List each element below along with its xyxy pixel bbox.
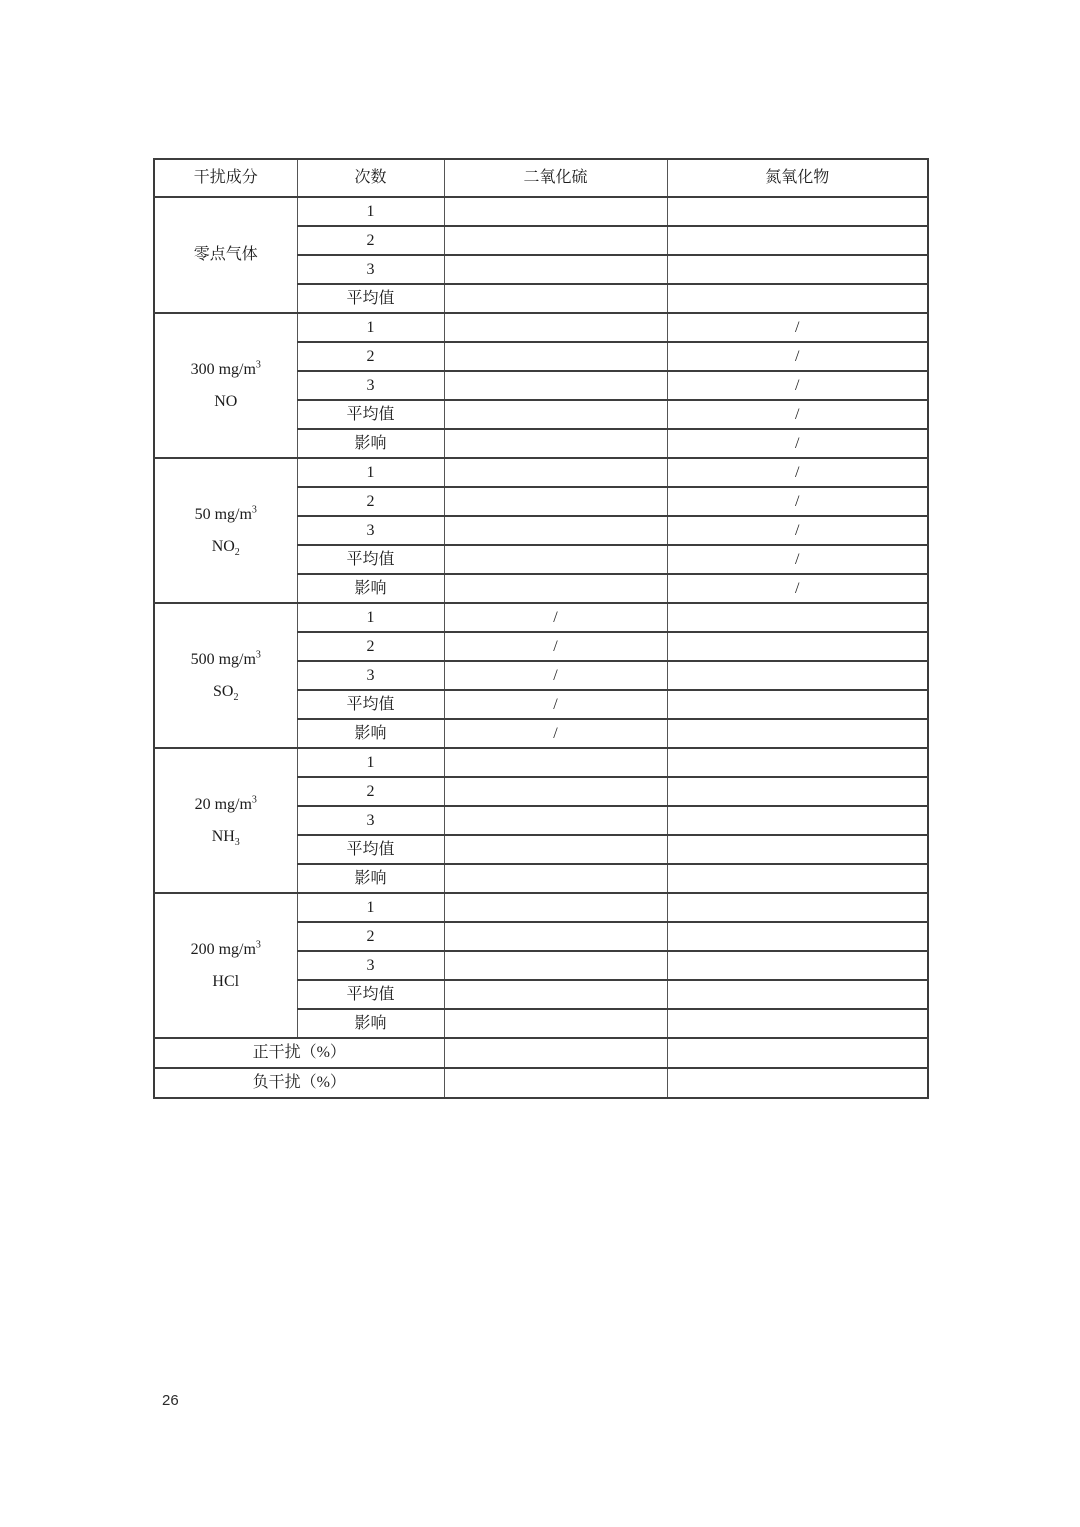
footer-label: 正干扰（%） (154, 1038, 444, 1068)
group-label-no-300 (154, 313, 297, 458)
nox-value: / (667, 487, 928, 516)
group-concentration: 零点气体 (193, 246, 258, 263)
so2-value (444, 371, 667, 400)
trial-label: 2 (297, 487, 444, 516)
group-label-no2-50 (154, 458, 297, 603)
so2-value (444, 922, 667, 951)
so2-value (444, 1009, 667, 1038)
group-formula: $SO_2$ (213, 682, 239, 703)
nox-value (667, 226, 928, 255)
footer-row-positive-interference (154, 1038, 928, 1068)
nox-value (667, 197, 928, 226)
group-label-hcl-200 (154, 893, 297, 1038)
trial-label: 2 (297, 922, 444, 951)
nox-value (667, 748, 928, 777)
footer-label: 负干扰（%） (154, 1068, 444, 1098)
so2-value (444, 951, 667, 980)
so2-value (444, 284, 667, 313)
nox-value (667, 893, 928, 922)
so2-value (444, 313, 667, 342)
trial-label: 影响 (297, 574, 444, 603)
so2-value (444, 748, 667, 777)
trial-label: 3 (297, 516, 444, 545)
so2-value (444, 400, 667, 429)
trial-label: 影响 (297, 719, 444, 748)
so2-value (444, 255, 667, 284)
group-label-zero-gas (154, 197, 297, 313)
trial-label: 2 (297, 226, 444, 255)
col-header-nox: 氮氧化物 (667, 159, 928, 197)
so2-value (444, 226, 667, 255)
group-formula: NO (214, 392, 238, 410)
so2-value (444, 458, 667, 487)
nox-value (667, 777, 928, 806)
so2-value (444, 777, 667, 806)
nox-value: / (667, 516, 928, 545)
so2-value (444, 1038, 667, 1068)
group-concentration: 500 $mg/m^3$ (190, 649, 261, 668)
nox-value (667, 980, 928, 1009)
table-row (154, 458, 928, 487)
so2-value: / (444, 690, 667, 719)
table-body (154, 197, 928, 1098)
table-row (154, 893, 928, 922)
trial-label: 2 (297, 342, 444, 371)
header-row (154, 159, 928, 197)
trial-label: 影响 (297, 864, 444, 893)
group-label-nh3-20 (154, 748, 297, 893)
col-header-interference-component: 干扰成分 (154, 159, 297, 197)
so2-value (444, 342, 667, 371)
nox-value: / (667, 371, 928, 400)
table-row (154, 603, 928, 632)
page-number: 26 (162, 1392, 179, 1409)
trial-label: 1 (297, 893, 444, 922)
nox-value (667, 690, 928, 719)
trial-label: 影响 (297, 1009, 444, 1038)
nox-value: / (667, 429, 928, 458)
trial-label: 1 (297, 458, 444, 487)
nox-value (667, 719, 928, 748)
so2-value: / (444, 661, 667, 690)
so2-value (444, 574, 667, 603)
group-formula: $NO_2$ (211, 537, 240, 558)
nox-value: / (667, 458, 928, 487)
nox-value: / (667, 313, 928, 342)
group-concentration: 300 $mg/m^3$ (190, 359, 261, 378)
footer-row-negative-interference (154, 1068, 928, 1098)
trial-label: 平均值 (297, 690, 444, 719)
trial-label: 影响 (297, 429, 444, 458)
so2-value: / (444, 719, 667, 748)
trial-label: 1 (297, 748, 444, 777)
trial-label: 3 (297, 371, 444, 400)
interference-test-table (153, 158, 929, 1099)
table-row (154, 197, 928, 226)
so2-value (444, 197, 667, 226)
so2-value: / (444, 603, 667, 632)
nox-value (667, 1009, 928, 1038)
group-formula: $NH_3$ (211, 827, 240, 848)
group-concentration: 20 $mg/m^3$ (194, 794, 257, 813)
group-concentration: 200 $mg/m^3$ (190, 939, 261, 958)
nox-value (667, 864, 928, 893)
so2-value (444, 429, 667, 458)
trial-label: 3 (297, 255, 444, 284)
trial-label: 1 (297, 603, 444, 632)
so2-value (444, 545, 667, 574)
trial-label: 3 (297, 661, 444, 690)
so2-value (444, 806, 667, 835)
nox-value (667, 603, 928, 632)
trial-label: 平均值 (297, 545, 444, 574)
col-header-trial-count: 次数 (297, 159, 444, 197)
so2-value (444, 487, 667, 516)
trial-label: 3 (297, 806, 444, 835)
so2-value (444, 864, 667, 893)
trial-label: 平均值 (297, 400, 444, 429)
nox-value (667, 922, 928, 951)
nox-value: / (667, 574, 928, 603)
table-row (154, 313, 928, 342)
so2-value (444, 980, 667, 1009)
nox-value: / (667, 400, 928, 429)
so2-value (444, 1068, 667, 1098)
nox-value (667, 284, 928, 313)
nox-value (667, 951, 928, 980)
trial-label: 1 (297, 197, 444, 226)
trial-label: 平均值 (297, 284, 444, 313)
nox-value (667, 835, 928, 864)
trial-label: 平均值 (297, 980, 444, 1009)
so2-value: / (444, 632, 667, 661)
nox-value (667, 806, 928, 835)
trial-label: 3 (297, 951, 444, 980)
nox-value: / (667, 545, 928, 574)
group-formula: HCl (212, 972, 240, 990)
trial-label: 2 (297, 632, 444, 661)
so2-value (444, 835, 667, 864)
nox-value (667, 255, 928, 284)
nox-value (667, 1068, 928, 1098)
trial-label: 2 (297, 777, 444, 806)
table-header (154, 159, 928, 197)
so2-value (444, 893, 667, 922)
col-header-so2: 二氧化硫 (444, 159, 667, 197)
nox-value: / (667, 342, 928, 371)
nox-value (667, 632, 928, 661)
table-row (154, 748, 928, 777)
trial-label: 平均值 (297, 835, 444, 864)
group-concentration: 50 $mg/m^3$ (194, 504, 257, 523)
so2-value (444, 516, 667, 545)
trial-label: 1 (297, 313, 444, 342)
group-label-so2-500 (154, 603, 297, 748)
nox-value (667, 661, 928, 690)
nox-value (667, 1038, 928, 1068)
